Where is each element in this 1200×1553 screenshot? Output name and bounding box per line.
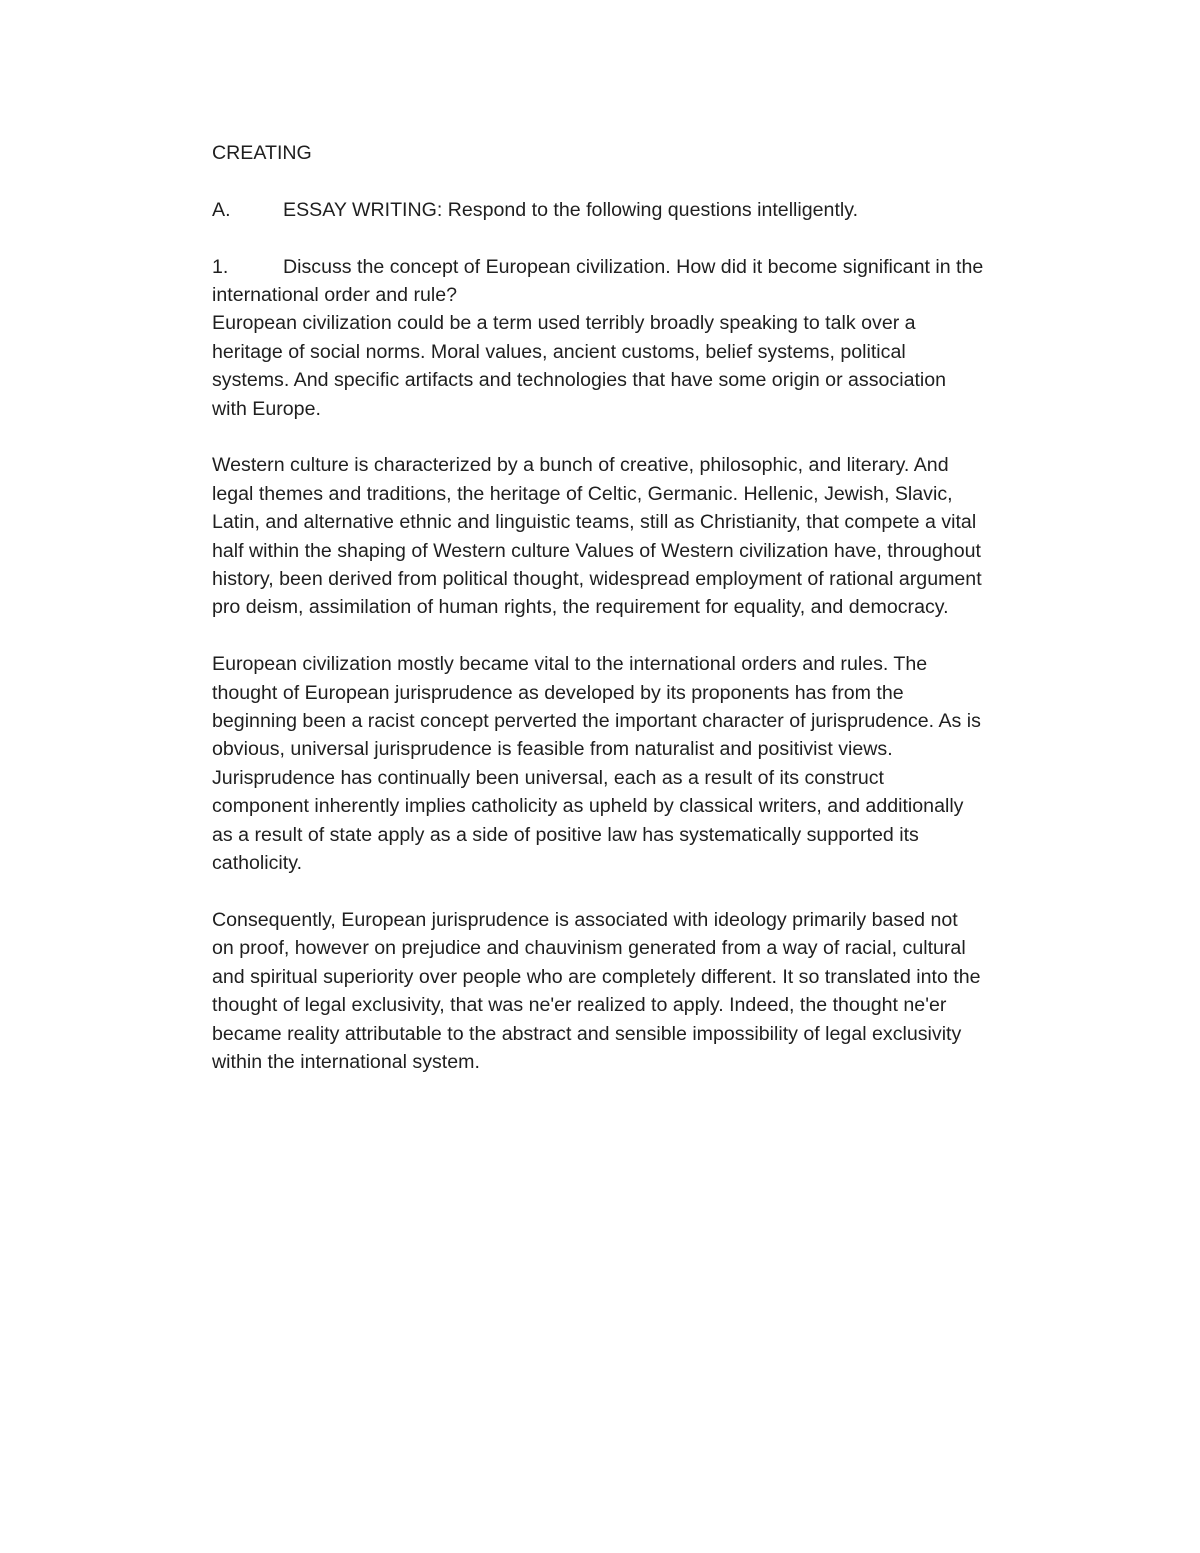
paragraph-line: thought of legal exclusivity, that was ne'er realized to apply. Indeed, the thought ne'er xyxy=(212,994,947,1017)
paragraph-line: history, been derived from political thought, widespread employment of rational argument xyxy=(212,568,982,591)
paragraph-line: Western culture is characterized by a bunch of creative, philosophic, and literary. And xyxy=(212,454,949,477)
paragraph-line: component inherently implies catholicity as upheld by classical writers, and additionally xyxy=(212,795,964,818)
paragraph-line: European civilization mostly became vital to the international orders and rules. The xyxy=(212,653,928,676)
paragraph-line: half within the shaping of Western culture Values of Western civilization have, throughout xyxy=(212,539,981,562)
answer-paragraph-4 xyxy=(212,906,1072,1076)
spacer xyxy=(212,622,1072,650)
question-text-line-1: Discuss the concept of European civilization. How did it become significant in the xyxy=(283,255,984,278)
paragraph-line: systems. And specific artifacts and technologies that have some origin or association xyxy=(212,369,947,392)
answer-paragraph-3 xyxy=(212,650,1072,877)
question-text-line-2: international order and rule? xyxy=(212,284,458,306)
paragraph-line: Latin, and alternative ethnic and linguistic teams, still as Christianity, that compete a vital xyxy=(212,511,977,534)
question-marker: 1. xyxy=(212,255,229,278)
spacer xyxy=(212,167,1072,195)
paragraph-line: thought of European jurisprudence as developed by its proponents has from the xyxy=(212,681,904,704)
paragraph-line: legal themes and traditions, the heritage of Celtic, Germanic. Hellenic, Jewish, Slavic, xyxy=(212,482,953,505)
paragraph-line: Consequently, European jurisprudence is associated with ideology primarily based not xyxy=(212,908,958,931)
paragraph-line: became reality attributable to the abstract and sensible impossibility of legal exclusivity xyxy=(212,1022,962,1045)
answer-paragraph-2 xyxy=(212,451,1072,621)
section-a xyxy=(212,196,1072,224)
paragraph-line: on proof, however on prejudice and chauvinism generated from a way of racial, cultural xyxy=(212,937,966,960)
paragraph-line: catholicity. xyxy=(212,852,303,875)
paragraph-line: beginning been a racist concept perverted the important character of jurisprudence. As is xyxy=(212,710,981,733)
paragraph-line: with Europe. xyxy=(212,397,321,420)
question-1 xyxy=(212,253,1072,281)
spacer xyxy=(212,878,1072,906)
paragraph-line: European civilization could be a term used terribly broadly speaking to talk over a xyxy=(212,312,916,335)
paragraph-line: Jurisprudence has continually been universal, each as a result of its construct xyxy=(212,766,884,789)
paragraph-line: heritage of social norms. Moral values, ancient customs, belief systems, political xyxy=(212,340,906,363)
paragraph-line: and spiritual superiority over people who are completely different. It so translated into the xyxy=(212,965,981,988)
answer-paragraph-1 xyxy=(212,309,1072,423)
spacer xyxy=(212,423,1072,451)
paragraph-line: as a result of state apply as a side of positive law has systematically supported its xyxy=(212,823,919,846)
paragraph-line: within the international system. xyxy=(212,1050,480,1073)
paragraph-line: pro deism, assimilation of human rights, the requirement for equality, and democracy. xyxy=(212,596,949,619)
document-heading: CREATING xyxy=(212,142,312,164)
paragraph-line: obvious, universal jurisprudence is feasible from naturalist and positivist views. xyxy=(212,738,893,761)
section-marker: A. xyxy=(212,198,231,221)
document-body xyxy=(212,139,1072,1076)
section-instruction: ESSAY WRITING: Respond to the following questions intelligently. xyxy=(283,198,859,221)
spacer xyxy=(212,224,1072,252)
